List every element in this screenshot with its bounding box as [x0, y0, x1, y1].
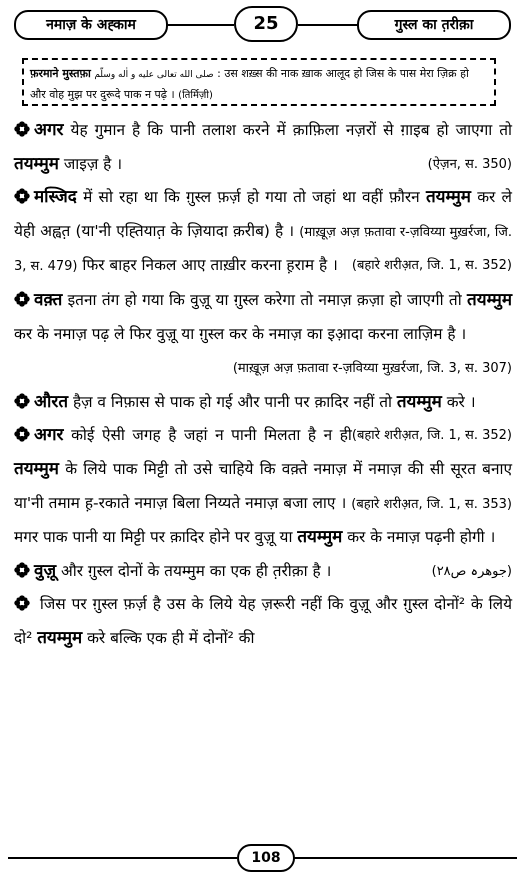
paragraph-3 [14, 284, 512, 386]
keyword: तयम्मुम [37, 627, 83, 648]
paragraph-text: इतना तंग हो गया कि वुज़ू या ग़ुस्ल करेगा तो नमाज़ क़ज़ा हो जाएगी तो [62, 290, 468, 309]
footer-rule-right [293, 857, 517, 859]
keyword: तयम्मुम [14, 458, 59, 479]
keyword: औरत [34, 391, 69, 412]
notice-label: फ़रमाने मुस्तफ़ा [30, 67, 91, 80]
paragraph-text: हैज़ व निफ़ास से पाक हो गई और पानी पर क़ादिर नहीं तो [68, 392, 397, 411]
flower-bullet-icon [14, 121, 30, 137]
page-header [8, 6, 517, 42]
header-rule-right [298, 24, 361, 26]
flower-bullet-icon [14, 393, 30, 409]
paragraph-1 [14, 114, 512, 181]
paragraph-text: कर ले येही अह्वत़ (या'नी एह्तियात़ के ज़ियादा क़रीब) है । [14, 188, 512, 240]
citation: (माख़ूज़ अज़ फ़तावा र-ज़विय्या मुख़र्रजा, जि. 3, स. 479) [14, 224, 512, 275]
flower-bullet-icon [14, 595, 30, 611]
citation: (बहारे शरीअ़त, जि. 1, स. 352) [351, 428, 512, 444]
flower-bullet-icon [14, 291, 30, 307]
header-rule-left [168, 24, 234, 26]
paragraph-text: कर के नमाज़ पढ़ ले फिर वुज़ू या ग़ुस्ल कर के नमाज़ का इआ़दा करना लाज़िम है । [14, 324, 467, 343]
flower-bullet-icon [14, 188, 30, 204]
paragraph-text: फिर बाहर निकल आए ताख़ीर करना ह़राम है । [77, 256, 338, 275]
keyword: अगर [34, 425, 64, 446]
paragraph-text: कोई ऐसी जगह है जहां न पानी मिलता है न ही [63, 426, 352, 445]
page-body [14, 114, 512, 656]
paragraph-text: और ग़ुस्ल दोनों के तयम्मुम का एक ही त़रीक़ा है । [56, 561, 332, 580]
chapter-page-number: 25 [234, 6, 298, 42]
notice-source: (तिर्मिज़ी) [178, 90, 213, 101]
paragraph-text: करे बल्कि एक ही में दोनों² की [82, 628, 255, 647]
paragraph-text: येह गुमान है कि पानी तलाश करने में क़ाफ़िला नज़रों से ग़ाइब हो जाएगा तो [63, 121, 512, 139]
citation: (ऐज़न, स. 350) [427, 156, 512, 172]
keyword: तयम्मुम [396, 391, 442, 412]
citation: (बहारे शरीअ़त, जि. 1, स. 352) [351, 258, 512, 274]
chapter-title: गुस्ल का त़रीक़ा [357, 10, 511, 40]
paragraph-text: जाइज़ है । [58, 154, 123, 173]
keyword: वुज़ू [34, 560, 57, 581]
keyword: तयम्मुम [297, 527, 343, 548]
flower-bullet-icon [14, 426, 30, 442]
page-number: 108 [237, 844, 295, 872]
notice-arabic: صلى الله تعالى عليه و اٰله وسلّم [94, 70, 214, 80]
page-footer [0, 844, 525, 874]
paragraph-text: करे । [441, 392, 476, 411]
paragraph-text: जिस पर ग़ुस्ल फ़र्ज़ है उस के लिये येह ज़रूरी नहीं कि वुज़ू और ग़ुस्ल दोनों² के लिये दो² [14, 595, 512, 647]
paragraph-text: में सो रहा था कि ग़ुस्ल फ़र्ज़ हो गया तो जहां था वहीं फ़ौरन [76, 188, 426, 207]
book-title: नमाज़ के अह्काम [14, 10, 168, 40]
paragraph-text: कर के नमाज़ पढ़नी होगी । [342, 528, 496, 547]
notice-text: : उस शख़्स की नाक ख़ाक आलूद हो जिस के पास मेरा ज़िक्र हो और वोह मुझ पर दुरूदे पाक न पढ़े । [30, 67, 469, 101]
keyword: तयम्मुम [467, 289, 512, 310]
citation: (बहारे शरीअ़त, जि. 1, स. 353) [351, 496, 512, 512]
footer-rule-left [8, 857, 237, 859]
keyword: तयम्मुम [14, 153, 59, 174]
keyword: मस्जिद [34, 187, 77, 208]
keyword: वक़्त [34, 289, 63, 310]
paragraph-6 [14, 555, 512, 589]
paragraph-text: मगर पाक पानी या मिट्टी पर क़ादिर होने पर वुज़ू या [14, 528, 298, 547]
citation: (माख़ूज़ अज़ फ़तावा र-ज़विय्या मुख़र्रजा, जि. 3, स. 307) [232, 361, 512, 377]
flower-bullet-icon [14, 562, 30, 578]
paragraph-7 [14, 588, 512, 655]
citation: (جوھرہ ص٢٨) [431, 563, 512, 579]
keyword: तयम्मुम [425, 187, 471, 208]
hadith-notice-box [22, 58, 496, 106]
keyword: अगर [34, 120, 64, 140]
paragraph-2 [14, 181, 512, 284]
paragraph-text: के लिये पाक मिट्टी तो उसे चाहिये कि वक़्ते नमाज़ में नमाज़ की सी सूरत बनाए या'नी तमाम ह़-रकाते नमाज़ बिला निय्यते नमाज़ बजा लाए । [14, 459, 512, 512]
